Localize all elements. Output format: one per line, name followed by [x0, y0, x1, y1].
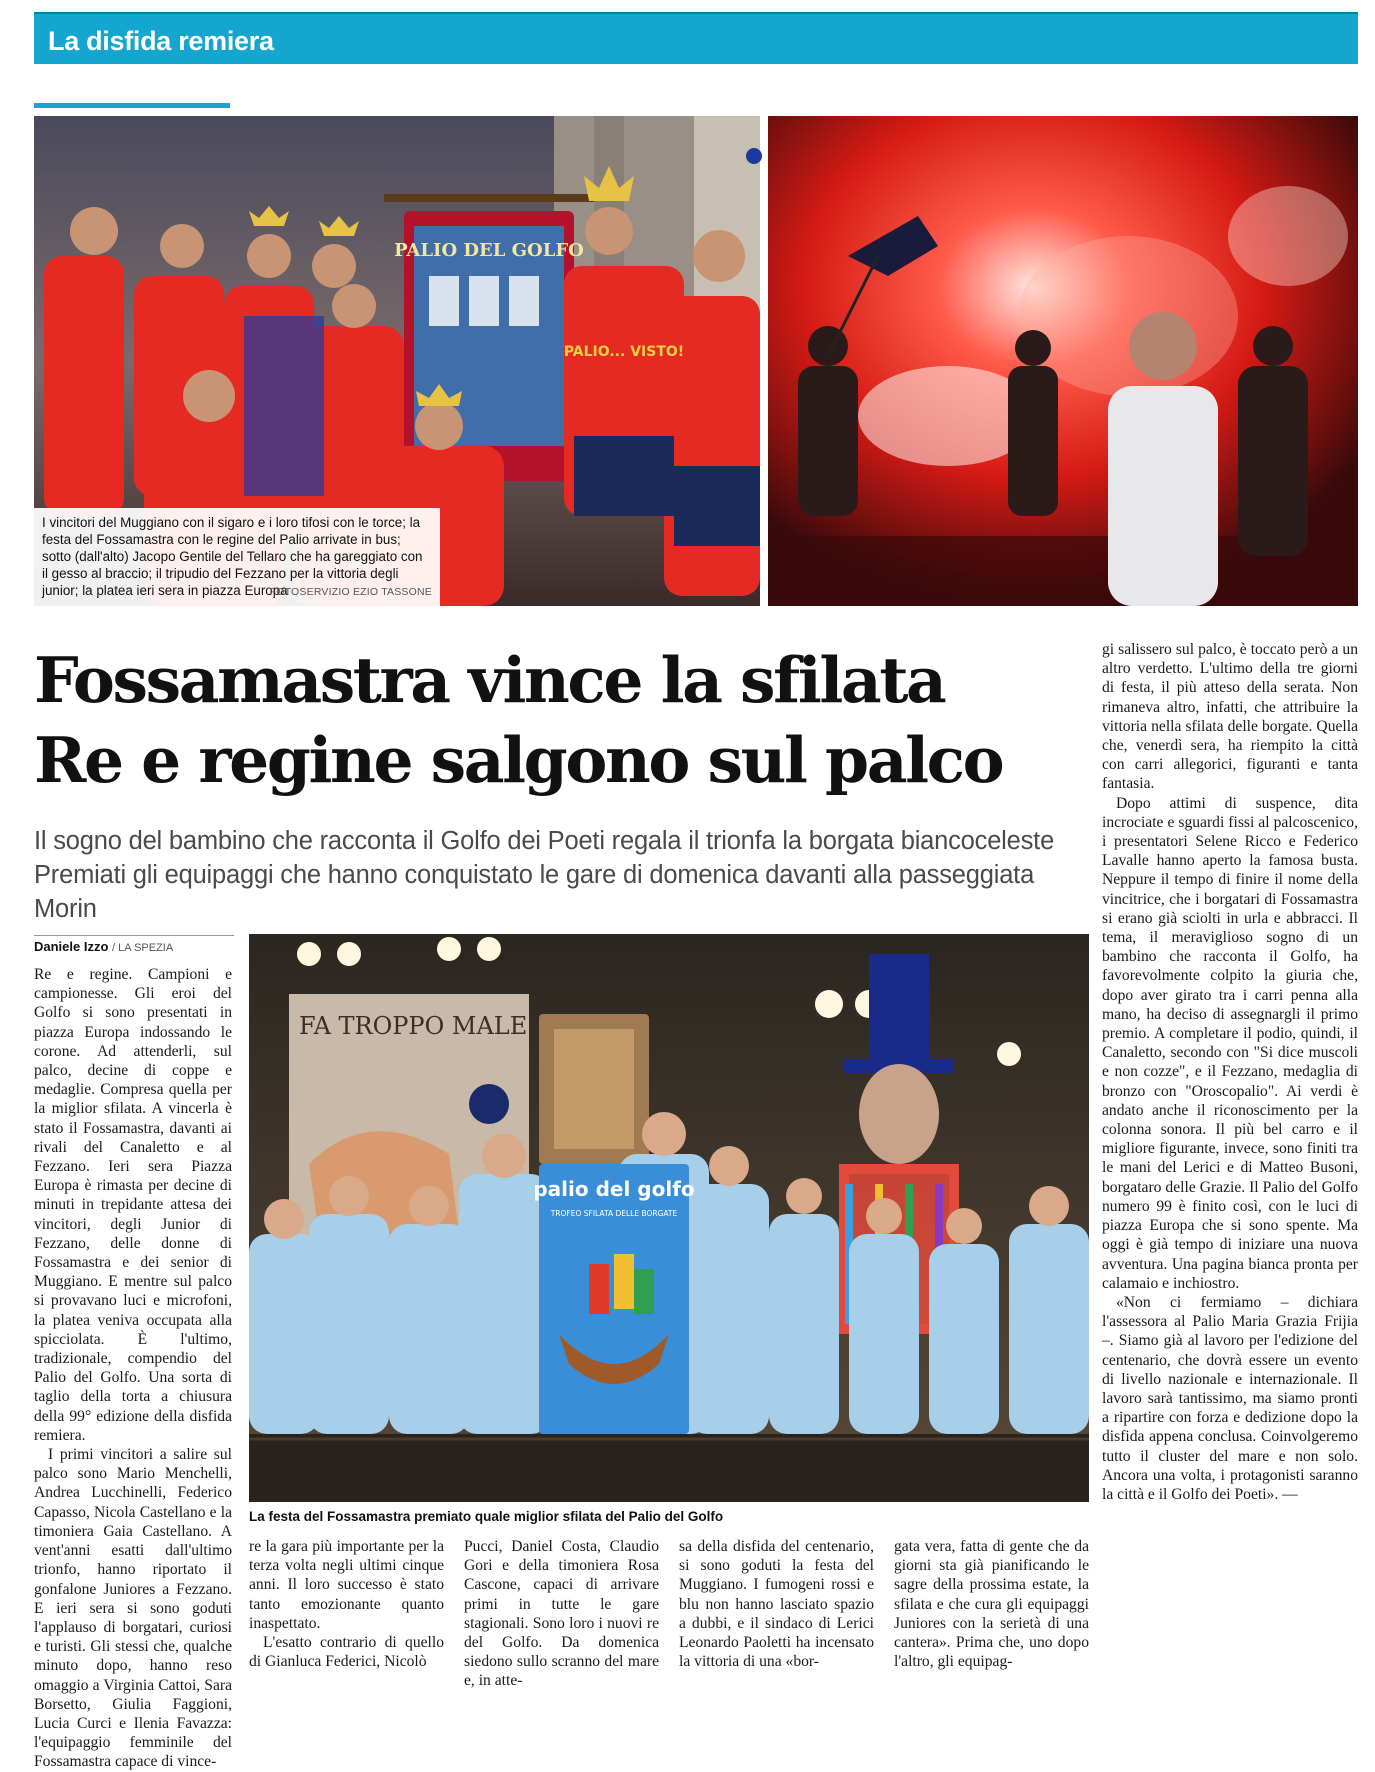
poster-title: palio del golfo	[533, 1177, 695, 1201]
article-column-3	[464, 1537, 659, 1757]
byline	[34, 935, 234, 954]
photo-flares	[768, 116, 1358, 606]
paragraph: Pucci, Daniel Costa, Claudio Gori e della timoniera Rosa Cascone, capaci di arrivare primi in tutte le gare stagionali. Sono loro i nuovi re del Golfo. Da domenica siedono sullo scranno del mare e, in atte-	[464, 1538, 659, 1690]
paragraph: Re e regine. Campioni e campionesse. Gli eroi del Golfo si sono presentati in piazza Europa indossando le corone. Ad attenderli, sul palco, decine di coppe e medaglie. Compresa quella per la miglior sfilata. A vincerla è stato il Fossamastra, davanti ai rivali del Canaletto e al Fezzano. Ieri sera Piazza Europa è rimasta per decine di minuti in trepidante attesa dei vincitori, degli Junior di Fezzano, delle donne di Fossamastra e dei senior di Muggiano. E mentre sul palco si provavano luci e microfoni, la platea veniva occupata alla spicciolata. È l'ultimo, tradizionale, compendio del Palio del Golfo. Una sorta di taglio della torta a chiusura della 99° edizione della disfida remiera.	[34, 966, 232, 1444]
article-column-1	[34, 965, 232, 1771]
paragraph: I primi vincitori a salire sul palco sono Mario Menchelli, Andrea Lucchinelli, Federico Capasso, Nicola Castellano e la timoniera Gaia Castellano. A vent'anni esatti dall'ultimo trionfo, hanno riportato il gonfalone Juniores a Fezzano. E ieri sera si sono goduti l'applauso di borgatari, curiosi e turisti. Gli stessi che, qualche minuto dopo, hanno reso omaggio a Virginia Cattoi, Sara Borsetto, Giulia Faggioni, Lucia Curci e Ilenia Favazza: l'equipaggio femminile del Fossamastra capace di vince-	[34, 1446, 232, 1771]
article-column-6	[1102, 640, 1358, 1757]
paragraph: gi salissero sul palco, è toccato però a un altro verdetto. L'ultimo della tre giorni di festa, il più atteso della serata. Non rimaneva altro, infatti, che attribuire la vittoria nella sfilata delle borgate. Quella che, venerdì sera, ha riempito la città con carri allegorici, figuranti e tanta fantasia.	[1102, 641, 1358, 793]
byline-location: / LA SPEZIA	[112, 942, 174, 954]
article-column-4	[679, 1537, 874, 1757]
paragraph: L'esatto contrario di quello di Gianluca Federici, Nicolò	[249, 1634, 444, 1671]
photo-stage-celebration	[249, 934, 1089, 1502]
stage-photo-caption: La festa del Fossamastra premiato quale miglior sfilata del Palio del Golfo	[249, 1509, 724, 1524]
top-photo-caption	[34, 508, 440, 606]
headline	[34, 640, 1084, 800]
paragraph: gata vera, fatta di gente che da giorni sta già pianificando le sagre della prossima estate, la sfilata e che cura gli equipaggi Juniores con la serietà di una cantera». Prima che, uno dopo l'altro, gli equipag-	[894, 1538, 1089, 1671]
headline-line-2: Re e regine salgono sul palco	[34, 723, 1003, 797]
paragraph: re la gara più importante per la terza volta negli ultimi cinque anni. Il loro successo è stato tanto emozionante quanto inaspettato.	[249, 1538, 444, 1632]
paragraph: Dopo attimi di suspence, dita incrociate e sguardi fissi al palcoscenico, i presentatori Selene Ricco e Federico Lavalle hanno aperto la famosa busta. Neppure il tempo di finire il nome della vincitrice, che i borgatari di Fossamastra si erano già sciolti in urla e abbracci. Il tema, il meraviglioso sogno di un bambino che racconta il Golfo, ha favorevolmente colpito la giuria che, dopo aver girato tra i carri penna alla mano, ha deciso di assegnargli il primo premio. A completare il podio, quindi, il Canaletto, secondo con "Si dice muscoli e non cozze", e il Fezzano, medaglia di bronzo con "Oroscopalio". Ai verdi è andato anche il riconoscimento per la colonna sonora. Il più bel carro e il migliore figurante, invece, sono finiti tra le mani del Lerici e di Matteo Busoni, borgataro delle Grazie. Il Palio del Golfo numero 99 è finito così, con le luci di piazza Europa che si sono spente. Ma oggi è già tempo di iniziare una nuova avventura. Una pagina bianca pronta per calamaio e inchiostro.	[1102, 794, 1358, 1292]
poster-subtitle: TROFEO SFILATA DELLE BORGATE	[550, 1209, 678, 1218]
author-name: Daniele Izzo	[34, 939, 109, 954]
summary-line-1: Il sogno del bambino che racconta il Golfo dei Poeti regala il trionfa la borgata biancoceleste	[34, 827, 1055, 855]
top-photo-caption-text: I vincitori del Muggiano con il sigaro e i loro tifosi con le torce; la festa del Fossamastra con le regine del Palio arrivate in bus; sotto (dall'alto) Jacopo Gentile del Tellaro che ha gareggiato con il gesso al braccio; il tripudio del Fezzano per la vittoria degli junior; la platea ieri sera in piazza Europa	[42, 515, 423, 598]
backdrop-text: FA TROPPO MALE	[299, 1012, 528, 1040]
banner-text: PALIO DEL GOLFO	[394, 240, 584, 261]
accent-rule	[34, 103, 230, 108]
article-column-2	[249, 1537, 444, 1757]
summary	[34, 824, 1094, 926]
section-title: La disfida remiera	[48, 26, 274, 56]
headline-line-1: Fossamastra vince la sfilata	[34, 643, 945, 717]
paragraph: sa della disfida del centenario, si sono goduti la festa del Muggiano. I fumogeni rossi e blu non hanno lasciato spazio a dubbi, e il sindaco di Lerici Leonardo Paoletti ha incensato la vittoria di una «bor-	[679, 1538, 874, 1671]
summary-line-2: Premiati gli equipaggi che hanno conquistato le gare di domenica davanti alla passeggiata Morin	[34, 861, 1035, 923]
article-column-5	[894, 1537, 1089, 1757]
section-header-bar	[34, 12, 1358, 64]
paragraph: «Non ci fermiamo – dichiara l'assessora al Palio Maria Grazia Frijia –. Siamo già al lavoro per l'edizione del centenario, che dovrà essere un evento di livello nazionale e internazionale. Il lavoro sarà tantissimo, ma siamo pronti a ripartire con forza e dedizione dopo la disfida appena conclusa. Coinvolgeremo tutto il cluster del mare e non solo. Ancora una volta, i protagonisti saranno la città e il Golfo dei Poeti». —	[1102, 1293, 1358, 1503]
photo-credit: FOTOSERVIZIO EZIO TASSONE	[269, 586, 432, 598]
shirt-text: PALIO... VISTO!	[563, 344, 685, 360]
